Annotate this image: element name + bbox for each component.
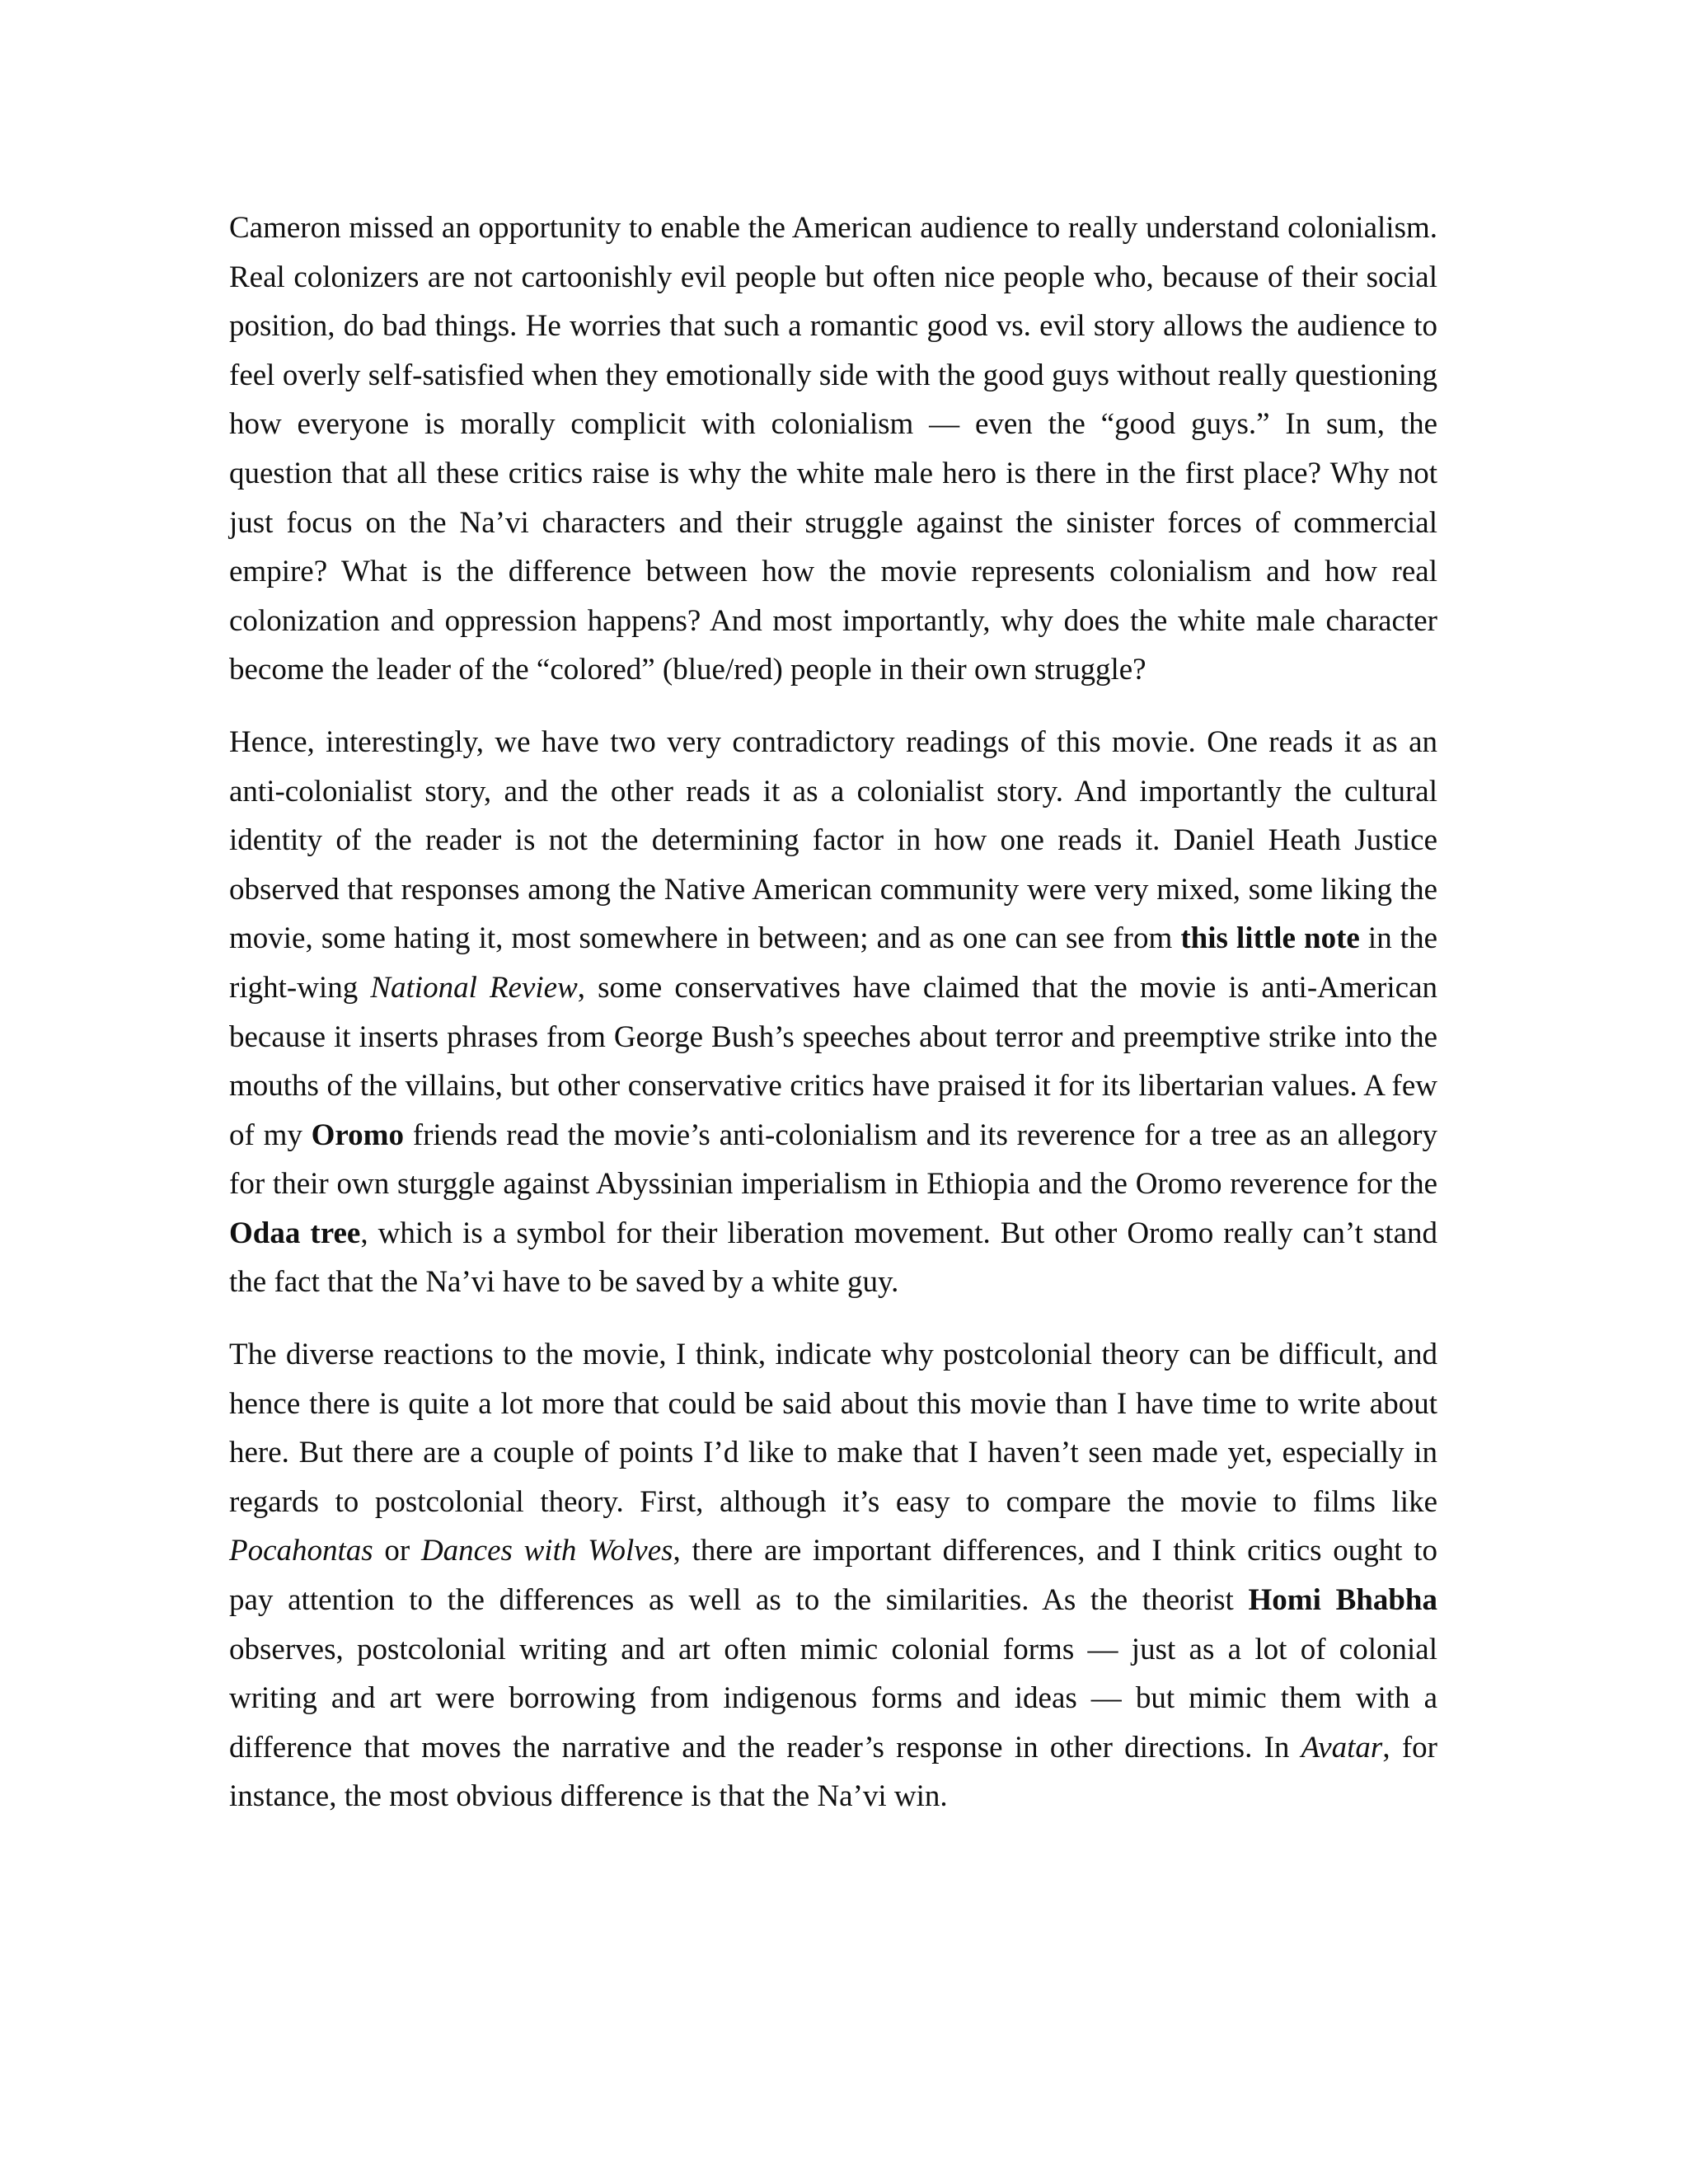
link-oromo[interactable]: Oromo — [311, 1118, 404, 1152]
paragraph-3-text-b: or — [373, 1534, 421, 1568]
link-odaa-tree[interactable]: Odaa tree — [229, 1216, 361, 1250]
paragraph-1 — [229, 204, 1437, 695]
paragraph-2-text-c: , some conservatives have claimed that the movie is anti-American because it inserts phrases from George Bush’s speeches about terror and preemptive strike into the mouths of the villains, but other conservative critics have praised it for its libertarian values. A few of my — [229, 970, 1438, 1152]
film-title-dances-with-wolves: Dances with Wolves — [420, 1534, 673, 1568]
paragraph-2-text-d: friends read the movie’s anti-colonialism and its reverence for a tree as an allegory for their own sturggle against Abyssinian imperialism in Ethiopia and the Oromo reverence for the — [229, 1118, 1437, 1202]
paragraph-2 — [229, 718, 1437, 1307]
paragraph-2-text-a: Hence, interestingly, we have two very contradictory readings of this movie. One reads it as an anti-colonialist story, and the other reads it as a colonialist story. And importantly the cultural identity of the reader is not the determining factor in how one reads it. Daniel Heath Justice observed that responses among the Native American community were very mixed, some liking the movie, some hating it, most somewhere in between; and as one can see from — [229, 724, 1437, 956]
link-homi-bhabha[interactable]: Homi Bhabha — [1248, 1583, 1438, 1618]
film-title-avatar: Avatar — [1301, 1730, 1383, 1765]
film-title-pocahontas: Pocahontas — [229, 1534, 373, 1568]
paragraph-1-text: Cameron missed an opportunity to enable the American audience to really understand colonialism. Real colonizers are not cartoonishly evil people but often nice people who, because of their social position, do bad things. He worries that such a romantic good vs. evil story allows the audience to feel overly self-satisfied when they emotionally side with the good guys without really questioning how everyone is morally complicit with colonialism — even the “good guys.” In sum, the question that all these critics raise is why the white male hero is there in the first place? Why not just focus on the Na’vi characters and their struggle against the sinister forces of commercial empire? What is the difference between how the movie represents colonialism and how real colonization and oppression happens? And most importantly, why does the white male character become the leader of the “colored” (blue/red) people in their own struggle? — [229, 211, 1437, 687]
paragraph-3-text-c: , there are important differences, and I think critics ought to pay attention to the differences as well as to the similarities. As the theorist — [229, 1534, 1438, 1618]
link-this-little-note[interactable]: this little note — [1180, 921, 1360, 956]
paragraph-3-text-a: The diverse reactions to the movie, I think, indicate why postcolonial theory can be difficult, and hence there is quite a lot more that could be said about this movie than I have time to write about here. But there are a couple of points I’d like to make that I haven’t seen made yet, especially in regards to postcolonial theory. First, although it’s easy to compare the movie to films like — [229, 1338, 1437, 1519]
paragraph-2-text-b: in the right-wing — [229, 921, 1437, 1005]
paragraph-3-text-d: observes, postcolonial writing and art often mimic colonial forms — just as a lot of colonial writing and art were borrowing from indigenous forms and ideas — but mimic them with a difference that moves the narrative and the reader’s response in other directions. In — [229, 1632, 1437, 1765]
document-body — [229, 204, 1437, 1821]
publication-title-national-review: National Review — [370, 970, 578, 1005]
paragraph-2-text-e: , which is a symbol for their liberation movement. But other Oromo really can’t stand the fact that the Na’vi have to be saved by a white guy. — [229, 1216, 1437, 1300]
paragraph-3 — [229, 1330, 1437, 1821]
paragraph-3-text-e: , for instance, the most obvious difference is that the Na’vi win. — [229, 1730, 1437, 1814]
